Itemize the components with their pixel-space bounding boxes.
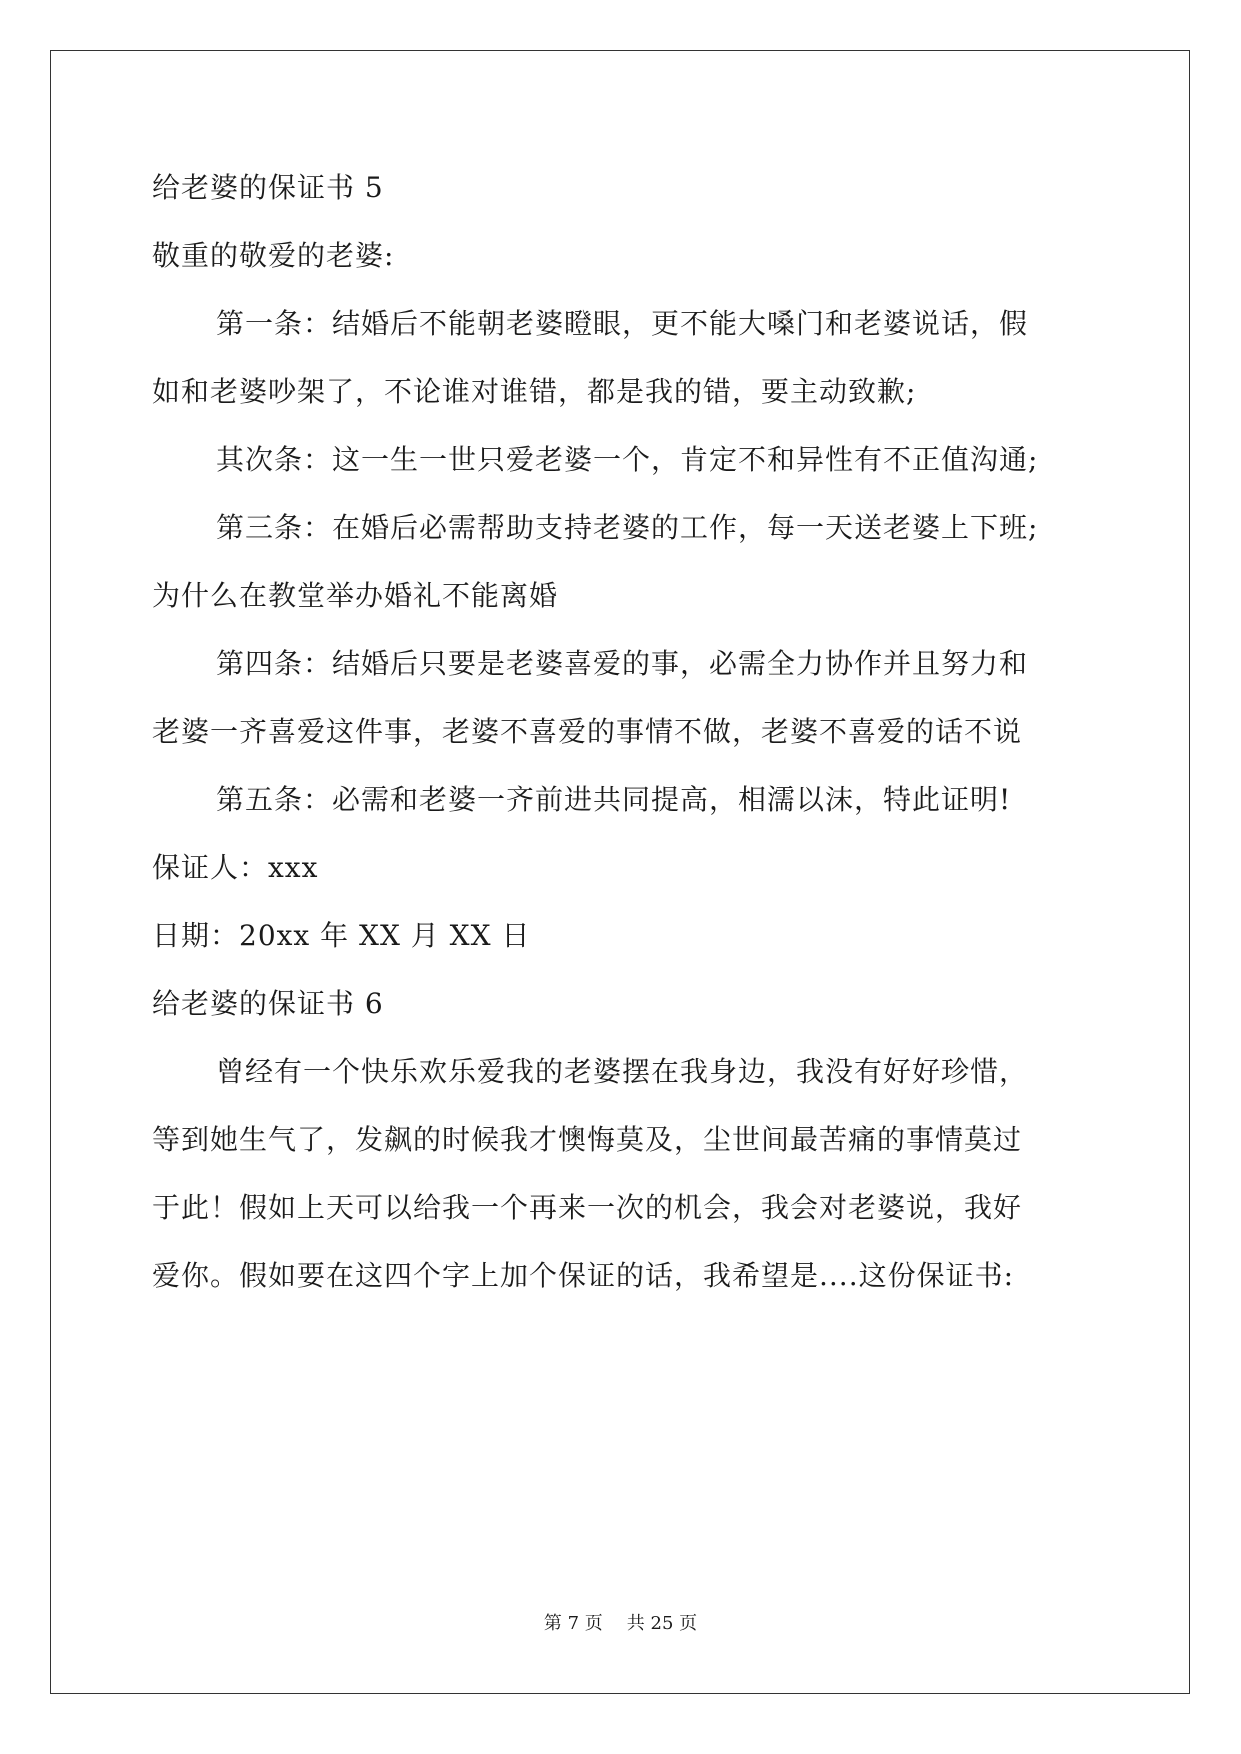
paragraph-line: 于此！假如上天可以给我一个再来一次的机会，我会对老婆说，我好 (152, 1191, 1023, 1224)
paragraph-line: 为什么在教堂举办婚礼不能离婚 (152, 579, 559, 612)
total-pages: 共 25 页 (626, 1613, 698, 1634)
page-footer (0, 1612, 1241, 1636)
paragraph-line: 第三条：在婚后必需帮助支持老婆的工作，每一天送老婆上下班; (216, 511, 1039, 544)
paragraph-line: 第五条：必需和老婆一齐前进共同提高，相濡以沫，特此证明! (216, 783, 1012, 816)
paragraph-line: 如和老婆吵架了，不论谁对谁错，都是我的错，要主动致歉; (152, 375, 917, 408)
page-number: 第 7 页 (543, 1613, 603, 1634)
guarantor-line: 保证人：xxx (152, 851, 319, 884)
paragraph-line: 曾经有一个快乐欢乐爱我的老婆摆在我身边，我没有好好珍惜， (216, 1055, 1029, 1088)
salutation: 敬重的敬爱的老婆: (152, 239, 395, 272)
date-line: 日期：20xx 年 XX 月 XX 日 (152, 919, 531, 952)
paragraph-line: 老婆一齐喜爱这件事，老婆不喜爱的事情不做，老婆不喜爱的话不说 (152, 715, 1023, 748)
section-title-5: 给老婆的保证书 5 (152, 171, 384, 204)
paragraph-line: 第四条：结婚后只要是老婆喜爱的事，必需全力协作并且努力和 (216, 647, 1029, 680)
paragraph-line: 其次条：这一生一世只爱老婆一个，肯定不和异性有不正值沟通; (216, 443, 1039, 476)
section-title-6: 给老婆的保证书 6 (152, 987, 384, 1020)
paragraph-line: 第一条：结婚后不能朝老婆瞪眼，更不能大嗓门和老婆说话，假 (216, 307, 1029, 340)
paragraph-line: 等到她生气了，发飙的时候我才懊悔莫及，尘世间最苦痛的事情莫过 (152, 1123, 1023, 1156)
paragraph-line: 爱你。假如要在这四个字上加个保证的话，我希望是....这份保证书: (152, 1259, 1015, 1292)
